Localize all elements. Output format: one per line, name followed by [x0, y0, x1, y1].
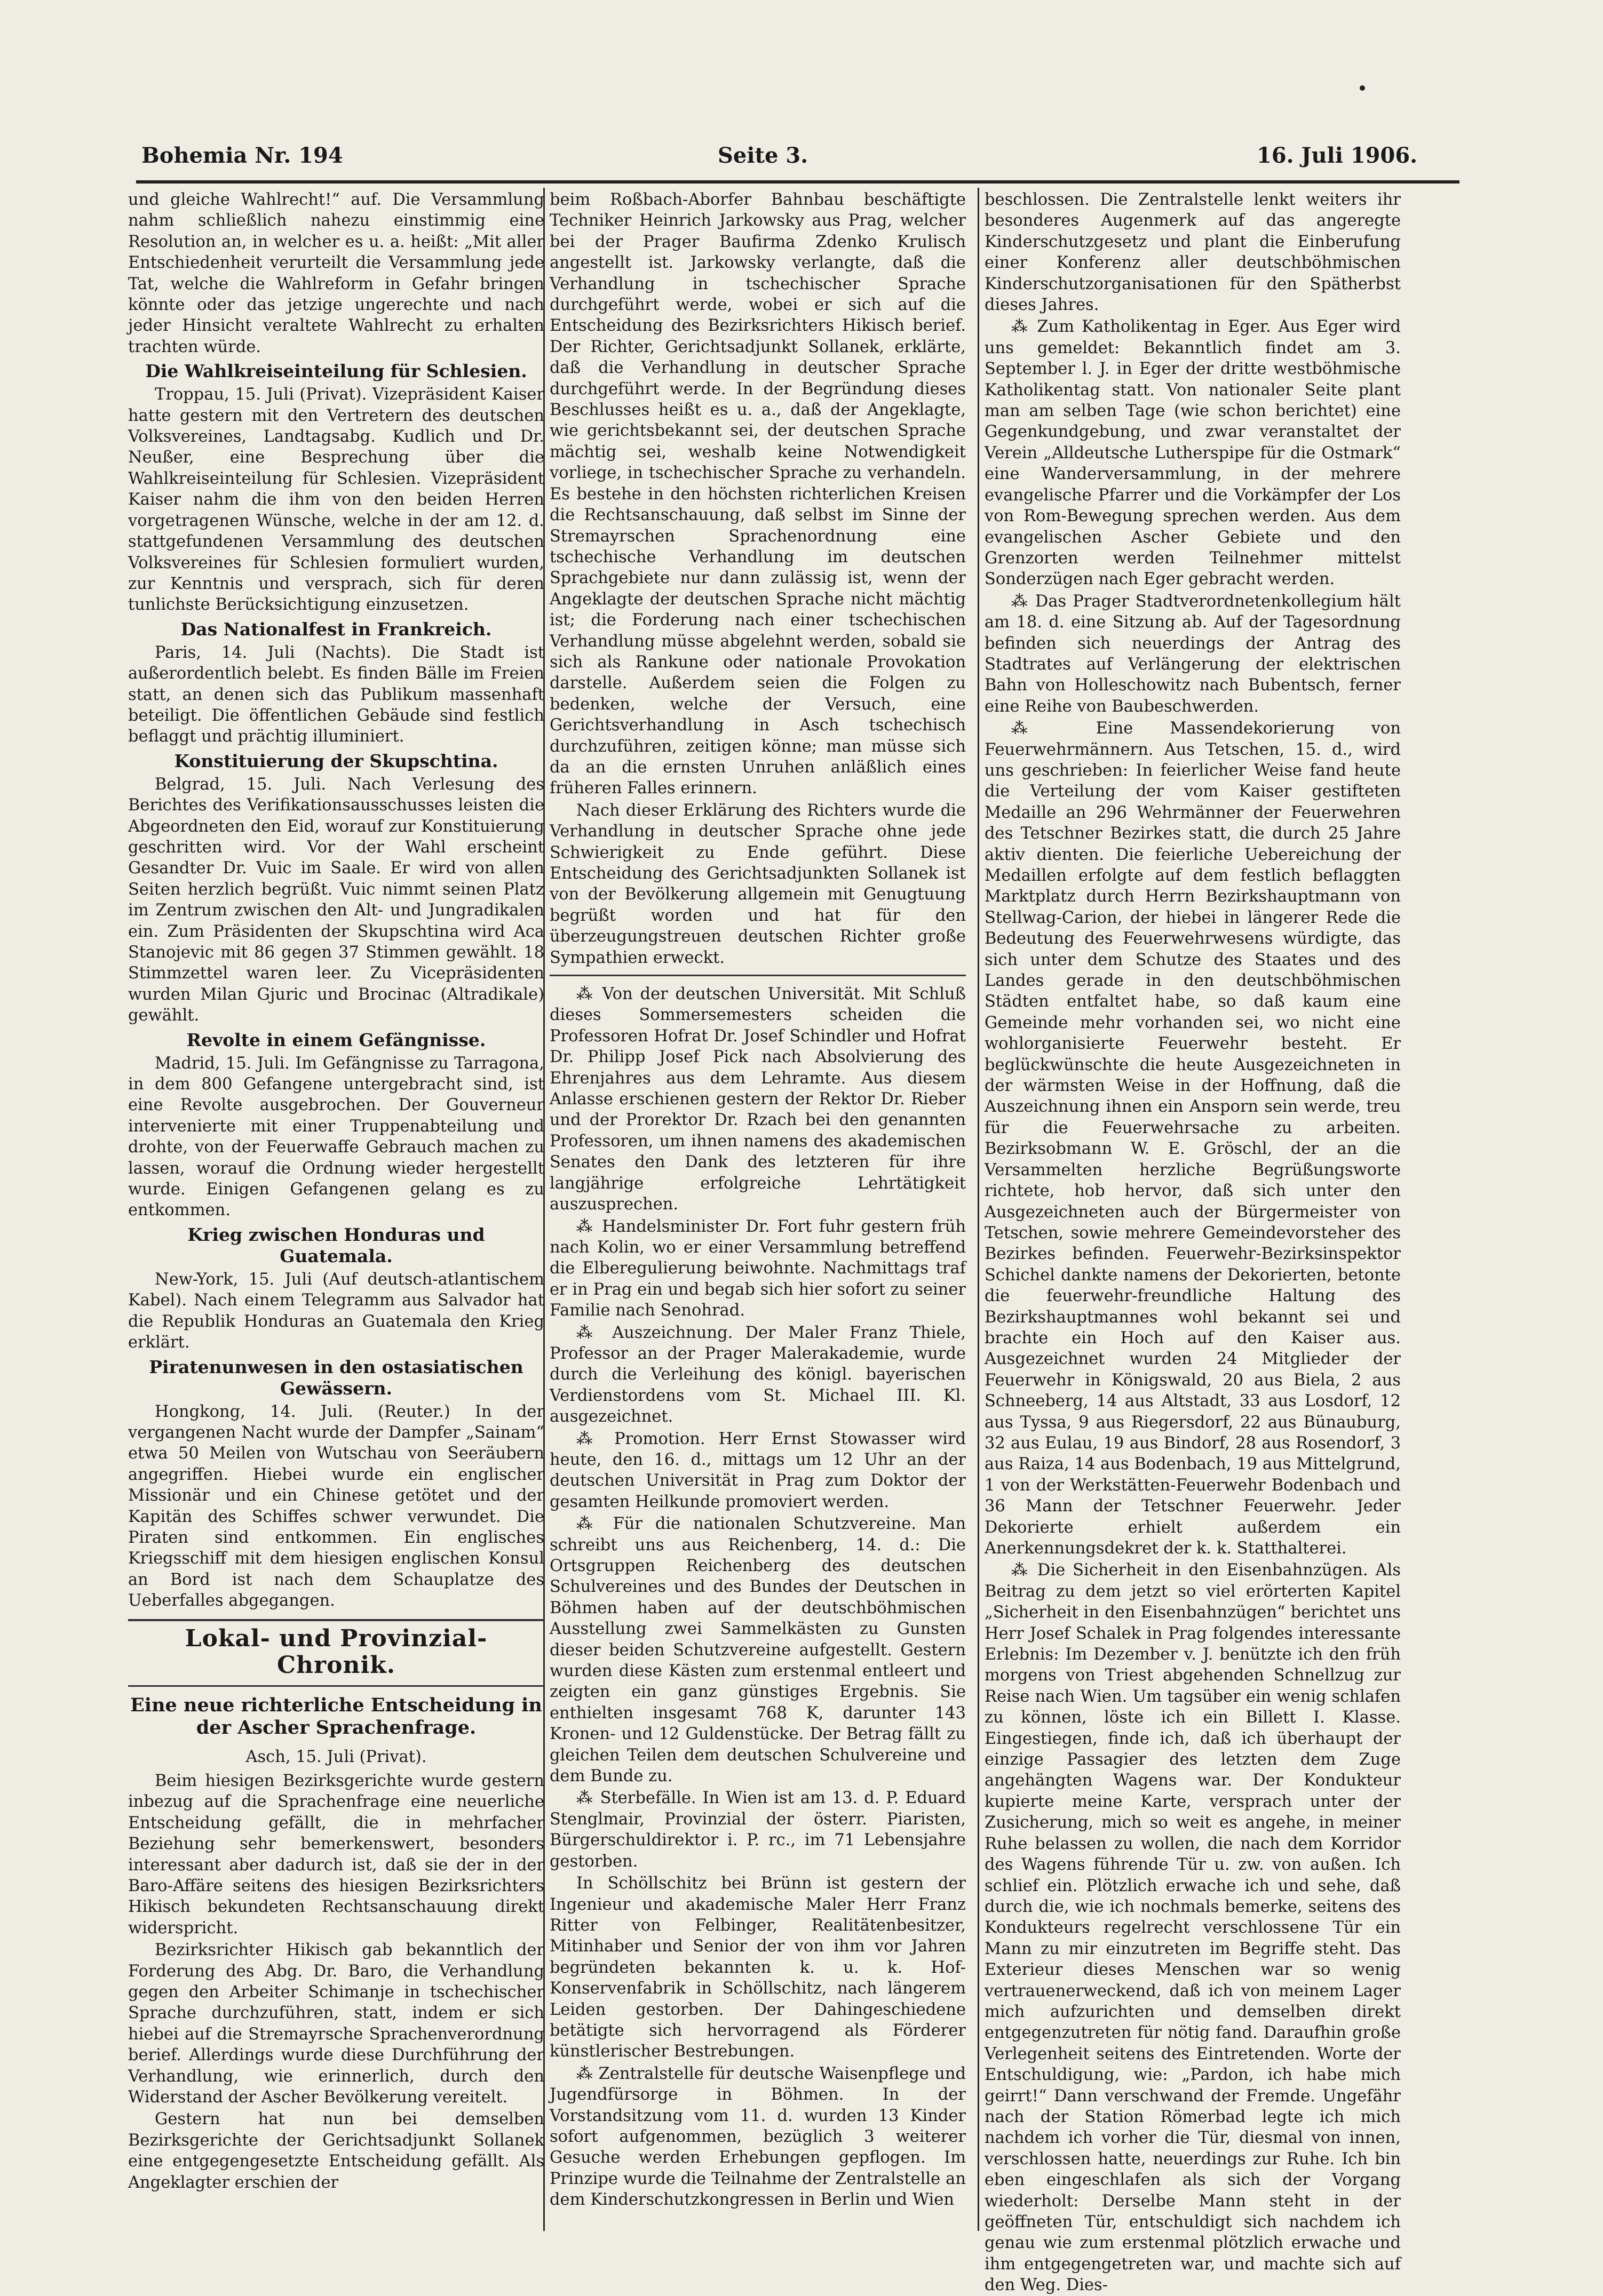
- article-heading: Piratenunwesen in den ostasiatischen Gewässern.: [149, 1356, 523, 1399]
- news-item: beschlossen. Die Zentralstelle lenkt weiters ihr besonderes Augenmerk auf das angeregte Kinderschutzgesetz und plant die Einberufung einer Konferenz aller deutschböhmischen Kinderschutzorganisationen für den Spätherbst dieses Jahres.: [985, 190, 1401, 315]
- news-item: ⁂ Eine Massendekorierung von Feuerwehrmännern. Aus Tetschen, 15. d., wird uns geschrieben: In feierlicher Weise fand heute die Verteilung der vom Kaiser gestifteten Medaille an 296 Wehrmänner der Feuerwehren des Tetschner Bezirkes statt, die durch 25 Jahre aktiv dienten. Die feierliche Uebereichung der Medaillen erfolgte auf dem festlich beflaggten Marktplatz durch Herrn Bezirkshauptmann von Stellwag-Carion, der hiebei in längerer Rede die Bedeutung des Feuerwehrwesens würdigte, das sich unter dem Schutze des Staates und des Landes gerade in den deutschböhmischen Städten entfaltet habe, so daß kaum eine Gemeinde mehr vorhanden sei, wo nicht eine wohlorganisierte Feuerwehr besteht. Er beglückwünschte die heute Ausgezeichneten in der wärmsten Weise in der Hoffnung, daß die Auszeichnung ihnen ein Ansporn sein werde, treu für die Feuerwehrsache zu arbeiten. Bezirksobmann W. E. Gröschl, der an die Versammelten herzliche Begrüßungsworte richtete, hob hervor, daß sich unter den Ausgezeichneten auch der Bürgermeister von Tetschen, sowie mehrere Gemeindevorsteher des Bezirkes befinden. Feuerwehr-Bezirksinspektor Schichel dankte namens der Dekorierten, betonte die feuerwehr-freundliche Haltung des Bezirkshauptmannes wohl bekannt sei und brachte ein Hoch auf den Kaiser aus. Ausgezeichnet wurden 24 Mitglieder der Feuerwehr in Königswald, 20 aus Biela, 2 aus Schneeberg, 14 aus Altstadt, 33 aus Losdorf, 12 aus Tyssa, 9 aus Riegersdorf, 22 aus Bünauburg, 32 aus Eulau, 19 aus Bindorf, 28 aus Rosendorf, 3 aus Raiza, 14 aus Bodenbach, 19 aus Mittelgrund, 1 von der Werkstätten-Feuerwehr Bodenbach und 36 Mann der Tetschner Feuerwehr. Jeder Dekorierte erhielt außerdem ein Anerkennungsdekret der k. k. Statthalterei.: [985, 719, 1401, 1558]
- article-text: Madrid, 15. Juli. Im Gefängnisse zu Tarragona, in dem 800 Gefangene untergebracht sind, ist eine Revolte ausgebrochen. Der Gouverneur intervenierte mit einer Truppenabteilung und drohte, von der Feuerwaffe Gebrauch machen zu lassen, worauf die Ordnung wieder hergestellt wurde. Einigen Gefangenen gelang es zu entkommen.: [128, 1054, 544, 1220]
- dateline: Asch, 15. Juli (Privat).: [245, 1747, 427, 1766]
- news-item: ⁂ Auszeichnung. Der Maler Franz Thiele, Professor an der Prager Malerakademie, wurde durch die Verleihung des königl. bayerischen Verdienstordens vom St. Michael III. Kl. ausgezeichnet.: [550, 1323, 966, 1426]
- article-text: New-York, 15. Juli (Auf deutsch-atlantischem Kabel). Nach einem Telegramm aus Salvador hat die Republik Honduras an Guatemala den Krieg erklärt.: [128, 1270, 544, 1352]
- news-item: ⁂ Zentralstelle für deutsche Waisenpflege und Jugendfürsorge in Böhmen. In der Vorstandsitzung vom 11. d. wurden 13 Kinder sofort aufgenommen, bezüglich 3 weiterer Gesuche werden Erhebungen gepflogen. Im Prinzipe wurde die Teilnahme der Zentralstelle an dem Kinderschutzkongressen in Berlin und Wien: [550, 2064, 966, 2210]
- section-heading: Lokal- und Provinzial-Chronik.: [185, 1624, 488, 1679]
- article-text: beim Roßbach-Aborfer Bahnbau beschäftigte Techniker Heinrich Jarkowsky aus Prag, welcher bei der Prager Baufirma Zdenko Krulisch angestellt ist. Jarkowsky verlangte, daß die Verhandlung in tschechischer Sprache durchgeführt werde, wobei er sich auf die Entscheidung des Bezirksrichters Hikisch berief. Der Richter, Gerichtsadjunkt Sollanek, erklärte, daß die Verhandlung in deutscher Sprache durchgeführt werde. In der Begründung dieses Beschlusses heißt es u. a., daß der Angeklagte, wie gerichtsbekannt sei, der deutschen Sprache mächtig sei, weshalb keine Notwendigkeit vorliege, in tschechischer Sprache zu verhandeln. Es bestehe in den höchsten richterlichen Kreisen die Rechtsanschauung, daß selbst im Sinne der Stremayrschen Sprachenordnung eine tschechische Verhandlung im deutschen Sprachgebiete nur dann zulässig ist, wenn der Angeklagte der deutschen Sprache nicht mächtig ist; die Forderung nach einer tschechischen Verhandlung müsse abgelehnt werden, sobald sie sich als Rankune oder nationale Provokation darstelle. Außerdem seien die Folgen zu bedenken, welche der Versuch, eine Gerichtsverhandlung in Asch tschechisch durchzuführen, zeitigen könne; man müsse sich da an die ernsten Unruhen anläßlich eines früheren Falles erinnern.: [550, 190, 966, 798]
- article-heading: Konstituierung der Skupschtina.: [174, 750, 498, 771]
- article-text: Nach dieser Erklärung des Richters wurde die Verhandlung in deutscher Sprache ohne jede Schwierigkeit zu Ende geführt. Diese Entscheidung des Gerichtsadjunkten Sollanek ist von der Bevölkerung allgemein mit Genugtuung begrüßt worden und hat für den überzeugungstreuen deutschen Richter große Sympathien erweckt.: [550, 801, 966, 967]
- header-masthead: Bohemia Nr. 194: [141, 143, 343, 168]
- news-item: ⁂ Für die nationalen Schutzvereine. Man schreibt uns aus Reichenberg, 14. d.: Die Ortsgruppen Reichenberg des deutschen Schulvereines und des Bundes der Deutschen in Böhmen haben auf der deutschböhmischen Ausstellung zwei Sammelkästen zu Gunsten dieser beiden Schutzvereine aufgestellt. Gestern wurden diese Kästen zum erstenmal entleert und zeigten ein ganz günstiges Ergebnis. Sie enthielten insgesamt 768 K, darunter 143 Kronen- und 12 Guldenstücke. Der Betrag fällt zu gleichen Teilen dem deutschen Schulvereine und dem Bunde zu.: [550, 1514, 966, 1786]
- ink-spot: [1360, 85, 1365, 91]
- article-heading: Krieg zwischen Honduras und Guatemala.: [187, 1224, 485, 1266]
- article-heading: Revolte in einem Gefängnisse.: [186, 1029, 486, 1050]
- article-text: Paris, 14. Juli (Nachts). Die Stadt ist außerordentlich belebt. Es finden Bälle im Freien statt, an denen sich das Publikum massenhaft beteiligt. Die öffentlichen Gebäude sind festlich beflaggt und prächtig illuminiert.: [128, 643, 544, 746]
- column-rule-2: [978, 188, 979, 2231]
- news-item: ⁂ Handelsminister Dr. Fort fuhr gestern früh nach Kolin, wo er einer Versammlung betreffend die Elberegulierung beiwohnte. Nachmittags traf er in Prag ein und begab sich hier sofort zu seiner Familie nach Senohrad.: [550, 1217, 966, 1320]
- section-rule: [128, 1685, 544, 1687]
- article-text: Hongkong, 14. Juli. (Reuter.) In der vergangenen Nacht wurde der Dampfer „Sainam“ etwa 50 Meilen von Wutschau von Seeräubern angegriffen. Hiebei wurde ein englischer Missionär und ein Chinese getötet und der Kapitän des Schiffes schwer verwundet. Die Piraten sind entkommen. Ein englisches Kriegsschiff mit dem hiesigen englischen Konsul an Bord ist nach dem Schauplatze des Ueberfalles abgegangen.: [128, 1402, 544, 1611]
- article-rule: [550, 975, 966, 976]
- column-2: [550, 189, 966, 2233]
- news-item: ⁂ Die Sicherheit in den Eisenbahnzügen. Als Beitrag zu dem jetzt so viel erörterten Kapitel „Sicherheit in den Eisenbahnzügen“ berichtet uns Herr Josef Schalek in Prag folgendes interessante Erlebnis: Im Dezember v. J. benützte ich den früh morgens von Triest abgehenden Schnellzug zur Reise nach Wien. Um tagsüber ein wenig schlafen zu können, löste ich ein Billett I. Klasse. Eingestiegen, finde ich, daß ich überhaupt der einzige Passagier des letzten dem Zuge angehängten Wagens war. Der Kondukteur kupierte meine Karte, versprach unter der Zusicherung, mich so weit es angehe, in meiner Ruhe belassen zu wollen, die nach dem Korridor des Wagens führende Tür u. zw. von außen. Ich schlief ein. Plötzlich erwache ich und sehe, daß durch die, wie ich nochmals bemerke, seitens des Kondukteurs regelrecht verschlossene Tür ein Mann zu mir einzutreten im Begriffe steht. Das Exterieur dieses Menschen war so wenig vertrauenerweckend, daß ich von meinem Lager mich aufzurichten und demselben direkt entgegenzutreten für nötig fand. Daraufhin große Verlegenheit seitens des Eintretenden. Worte der Entschuldigung, wie: „Pardon, ich habe mich geirrt!“ Dann verschwand der Fremde. Ungefähr nach der Station Römerbad legte ich mich nachdem ich vorher die Tür, diesmal von innen, verschlossen hatte, neuerdings zur Ruhe. Ich bin eben eingeschlafen als sich der Vorgang wiederholt: Derselbe Mann steht in der geöffneten Tür, entschuldigt sich nachdem ich genau wie zum erstenmal plötzlich erwache und ihm entgegengetreten war, und machte sich auf den Weg. Dies-: [985, 1561, 1401, 2295]
- article-text: Beim hiesigen Bezirksgerichte wurde gestern inbezug auf die Sprachenfrage eine neuerliche Entscheidung gefällt, die in mehrfacher Beziehung sehr bemerkenswert, besonders interessant aber dadurch ist, daß sie der in der Baro-Affäre seitens des hiesigen Bezirksrichters Hikisch bekundeten Rechtsanschauung direkt widerspricht.: [128, 1771, 544, 1938]
- column-3: [985, 189, 1401, 2295]
- article-heading: Eine neue richterliche Entscheidung in der Ascher Sprachenfrage.: [130, 1694, 542, 1739]
- article-text: und gleiche Wahlrecht!“ auf. Die Versammlung nahm schließlich nahezu einstimmig eine Resolution an, in welcher es u. a. heißt: „Mit aller Entschiedenheit verurteilt die Versammlung jede Tat, welche die Wahlreform in Gefahr bringen könnte oder das jetzige ungerechte und nach jeder Hinsicht veraltete Wahlrecht zu erhalten trachten würde.: [128, 190, 544, 356]
- news-item: ⁂ Das Prager Stadtverordnetenkollegium hält am 18. d. eine Sitzung ab. Auf der Tagesordnung befinden sich neuerdings der Antrag des Stadtrates auf Verlängerung der elektrischen Bahn von Holleschowitz nach Bubentsch, ferner eine Reihe von Baubeschwerden.: [985, 592, 1401, 716]
- news-item: ⁂ Von der deutschen Universität. Mit Schluß dieses Sommersemesters scheiden die Professoren Hofrat Dr. Josef Schindler und Hofrat Dr. Philipp Josef Pick nach Absolvierung des Ehrenjahres aus dem Lehramte. Aus diesem Anlasse erschienen gestern der Rektor Dr. Rieber und der Prorektor Dr. Rzach bei den genannten Professoren, um ihnen namens des akademischen Senates den Dank des letzteren für ihre langjährige erfolgreiche Lehrtätigkeit auszusprechen.: [550, 985, 966, 1214]
- section-rule: [128, 1619, 544, 1621]
- header-rule: [136, 180, 1459, 184]
- header-date: 16. Juli 1906.: [1257, 143, 1418, 168]
- article-text: Belgrad, 15. Juli. Nach Verlesung des Berichtes des Verifikationsausschusses leisten die Abgeordneten den Eid, worauf zur Konstituierung geschritten wird. Vor der Wahl erscheint Gesandter Dr. Vuic im Saale. Er wird von allen Seiten herzlich begrüßt. Vuic nimmt seinen Platz im Zentrum zwischen den Alt- und Jungradikalen ein. Zum Präsidenten der Skupschtina wird Aca Stanojevic mit 86 gegen 37 Stimmen gewählt. 18 Stimmzettel waren leer. Zu Vicepräsidenten wurden Milan Gjuric und Brocinac (Altradikale) gewählt.: [128, 775, 544, 1025]
- column-1: [128, 189, 544, 2233]
- article-heading: Die Wahlkreiseinteilung für Schlesien.: [145, 361, 527, 382]
- article-text: Gestern hat nun bei demselben Bezirksgerichte der Gerichtsadjunkt Sollanek eine entgegengesetzte Entscheidung gefällt. Als Angeklagter erschien der: [128, 2110, 544, 2192]
- article-text: Bezirksrichter Hikisch gab bekanntlich der Forderung des Abg. Dr. Baro, die Verhandlung gegen den Arbeiter Schimanje in tschechischer Sprache durchzuführen, statt, indem er sich hiebei auf die Stremayrsche Sprachenverordnung berief. Allerdings wurde diese Durchführung der Verhandlung, wie erinnerlich, durch den Widerstand der Ascher Bevölkerung vereitelt.: [128, 1941, 544, 2107]
- article-text: Troppau, 15. Juli (Privat). Vizepräsident Kaiser hatte gestern mit den Vertretern des deutschen Volksvereines, Landtagsabg. Kudlich und Dr. Neußer, eine Besprechung über die Wahlkreiseinteilung für Schlesien. Vizepräsident Kaiser nahm die ihm von den beiden Herren vorgetragenen Wünsche, welche in der am 12. d. stattgefundenen Versammlung des deutschen Volksvereines für Schlesien formuliert wurden, zur Kenntnis und versprach, sich für deren tunlichste Berücksichtigung einzusetzen.: [128, 385, 544, 615]
- header-page-number: Seite 3.: [718, 143, 808, 168]
- news-item: ⁂ Zum Katholikentag in Eger. Aus Eger wird uns gemeldet: Bekanntlich findet am 3. September l. J. in Eger der dritte westböhmische Katholikentag statt. Von nationaler Seite plant man am selben Tage (wie schon berichtet) eine Gegenkundgebung, und zwar veranstaltet der Verein „Alldeutsche Lutherspipe für die Ostmark“ eine Wanderversammlung, in der mehrere evangelische Pfarrer und die Vorkämpfer der Los von Rom-Bewegung sprechen werden. Aus dem evangelischen Ascher Gebiete und den Grenzorten werden Teilnehmer mittelst Sonderzügen nach Eger gebracht werden.: [985, 317, 1401, 589]
- news-item: ⁂ Sterbefälle. In Wien ist am 13. d. P. Eduard Stenglmair, Provinzial der österr. Piaristen, Bürgerschuldirektor i. P. rc., im 71 Lebensjahre gestorben.: [550, 1789, 966, 1871]
- article-heading: Das Nationalfest in Frankreich.: [180, 618, 492, 640]
- news-item: ⁂ Promotion. Herr Ernst Stowasser wird heute, den 16. d., mittags um 12 Uhr an der deutschen Universität in Prag zum Doktor der gesamten Heilkunde promoviert werden.: [550, 1429, 966, 1511]
- news-item: In Schöllschitz bei Brünn ist gestern der Ingenieur und akademische Maler Herr Franz Ritter von Felbinger, Realitätenbesitzer, Mitinhaber und Senior der von ihm vor Jahren begründeten bekannten k. u. k. Hof-Konservenfabrik in Schöllschitz, nach längerem Leiden gestorben. Der Dahingeschiedene betätigte sich hervorragend als Förderer künstlerischer Bestrebungen.: [550, 1874, 966, 2061]
- page-header: [141, 143, 1465, 180]
